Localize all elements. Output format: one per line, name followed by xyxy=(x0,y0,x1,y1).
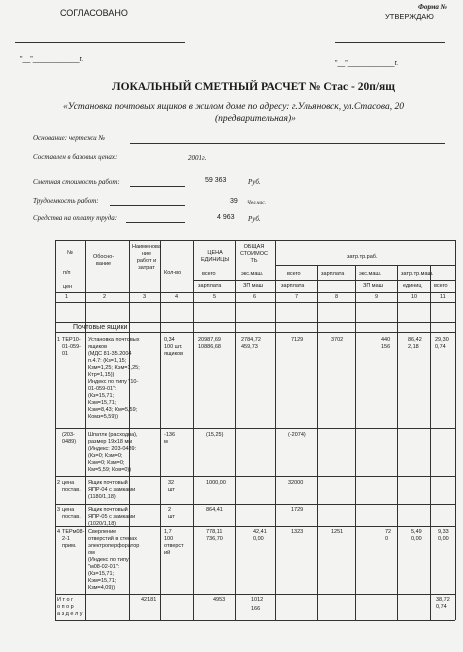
row-3-c7: 1729 xyxy=(291,507,304,513)
col-number-9: 9 xyxy=(375,294,379,300)
row-1-c11: 29,30 0,74 xyxy=(435,337,449,350)
col-divider-9 xyxy=(397,265,398,620)
row-2-name: Ящик почтовый ЯПР-04 с замками (1180/1,18) xyxy=(88,480,136,500)
row-line-3 xyxy=(55,504,455,505)
cost-label: Сметная стоимость работ: xyxy=(33,178,120,186)
wage-value: 4 963 xyxy=(217,214,235,221)
row-2-code: цена постав. xyxy=(62,480,81,493)
row-1-c10: 86,42 2,18 xyxy=(408,337,422,350)
row-4-c10: 5,49 0,00 xyxy=(411,529,422,542)
col-number-2: 2 xyxy=(103,294,107,300)
approved-label: УТВЕРЖДАЮ xyxy=(385,12,434,21)
row-1b-price: (15,25) xyxy=(206,432,224,438)
col-number-4: 4 xyxy=(175,294,179,300)
col-divider-1 xyxy=(85,240,86,620)
labor-unit: Чел.час. xyxy=(247,200,267,206)
row-1-c8: 3702 xyxy=(331,337,344,343)
section-title: Почтовые ящики xyxy=(73,324,128,331)
row-line-2 xyxy=(55,476,455,477)
totals-v2: 4953 xyxy=(213,597,226,603)
col-divider-6 xyxy=(275,240,276,620)
header-pp: п/п xyxy=(63,270,71,276)
header-zatr-mash: затр.тр.маш. xyxy=(401,271,434,277)
labor-line xyxy=(110,205,185,206)
header-wage-3: зарплата xyxy=(281,283,305,289)
col-number-7: 7 xyxy=(295,294,299,300)
row-4-qty: 1,7 100 отверст ий xyxy=(164,529,184,556)
row-3-name: Ящик почтовый ЯПР-05 с замками (1020/1,18) xyxy=(88,507,136,527)
header-wage-1: зарплата xyxy=(198,283,222,289)
row-2-c7: 32000 xyxy=(288,480,304,486)
date-left: "__"____________г. xyxy=(20,56,84,63)
row-1-price: 20987,69 10886,68 xyxy=(198,337,221,350)
col-divider-5 xyxy=(235,240,236,620)
totals-v5: 38,72 0,74 xyxy=(436,597,450,610)
row-1-total: 2784,72 459,73 xyxy=(241,337,261,350)
header-cen: цен xyxy=(63,284,73,290)
estimate-table xyxy=(55,240,455,630)
row-1b-code: (203- 0489) xyxy=(62,432,77,445)
header-zatr: затр.тр.раб. xyxy=(347,254,378,260)
row-4-c8: 1251 xyxy=(331,529,344,535)
row-2-number: 2 xyxy=(57,480,61,486)
totals-v1: 42181 xyxy=(141,597,157,603)
row-3-price: 864,41 xyxy=(206,507,223,513)
row-4-c7: 1323 xyxy=(291,529,304,535)
row-4-c9: 72 0 xyxy=(385,529,392,542)
signature-line-left xyxy=(15,42,185,43)
col-divider-10 xyxy=(430,265,431,620)
table-border-top xyxy=(55,240,455,241)
row-2-price: 1000,00 xyxy=(206,480,226,486)
table-border-left xyxy=(55,240,56,620)
signature-line-right xyxy=(335,42,445,43)
wage-label: Средства на оплату труда: xyxy=(33,214,118,222)
prices-label: Составлен в базовых ценах: xyxy=(33,153,118,161)
col-number-5: 5 xyxy=(213,294,217,300)
table-border-bottom xyxy=(55,620,455,621)
header-code: Обосно- вание xyxy=(93,254,115,267)
row-2-qty: 32 шт xyxy=(168,480,175,493)
labor-value: 39 xyxy=(230,198,238,205)
col-divider-3 xyxy=(160,240,161,620)
col-number-6: 6 xyxy=(253,294,257,300)
prices-value: 2001г. xyxy=(188,154,207,162)
table-border-right xyxy=(455,240,456,620)
basis-label: Основание: чертежи № xyxy=(33,134,105,142)
row-1b-c7: (-2074) xyxy=(288,432,306,438)
row-4-code: ТЕРм08- 2-1 прим. xyxy=(62,529,85,549)
row-1-number: 1 xyxy=(57,337,61,343)
header-name: Наименова ние работ и затрат xyxy=(132,244,161,271)
section-line-bottom xyxy=(55,332,455,333)
row-4-name: Сверление отверстий в стенах электроперфоратор ом (Индекс по типу "м08-02-01": (Кз=15,71; Кэм=15,71; Кзм=4,09)) xyxy=(88,529,140,591)
header-all-3: всего xyxy=(434,283,448,289)
totals-v4: 166 xyxy=(251,606,261,612)
col-divider-4 xyxy=(193,240,194,620)
col-number-8: 8 xyxy=(335,294,339,300)
cost-value: 59 363 xyxy=(205,177,227,184)
col-divider-7 xyxy=(317,265,318,620)
header-price: ЦЕНА ЕДИНИЦЫ xyxy=(201,250,230,263)
header-qty: Кол-во xyxy=(164,270,182,276)
col-divider-8 xyxy=(355,265,356,620)
row-1-code: ТЕР10- 01-059- 01 xyxy=(62,337,81,357)
agreed-label: СОГЛАСОВАНО xyxy=(60,8,128,18)
header-unit: единиц xyxy=(403,283,422,289)
row-1-c7: 7129 xyxy=(291,337,304,343)
col-number-3: 3 xyxy=(143,294,147,300)
row-1b-name: Шпатлк (расходна), размер 19х18 мм (Индекс: 203-0489: (Кз=0; Кэм=0; Кэм=0; Кзм=0; Км=5,59; Ков=0)) xyxy=(88,432,138,473)
row-4-price: 778,11 736,70 xyxy=(206,529,223,542)
col-number-1: 1 xyxy=(65,294,69,300)
row-4-number: 4 xyxy=(57,529,61,535)
totals-v3: 1012 xyxy=(251,597,264,603)
header-line-2 xyxy=(193,280,455,281)
col-number-10: 10 xyxy=(411,294,418,300)
header-zp-mash-2: ЗП маш xyxy=(363,283,384,289)
header-zp-mash: ЗП маш xyxy=(243,283,264,289)
date-right: "__"____________г. xyxy=(335,60,399,67)
cost-line xyxy=(130,186,185,187)
row-3-number: 3 xyxy=(57,507,61,513)
labor-label: Трудоемкость работ: xyxy=(33,197,99,205)
header-sub-line xyxy=(275,265,455,266)
header-line-3 xyxy=(55,292,455,293)
col-number-11: 11 xyxy=(440,294,446,300)
document-subtitle-2: (предварительная)» xyxy=(215,114,296,124)
header-eksmash-2: экс.маш. xyxy=(359,271,382,277)
header-wage-2: зарплата xyxy=(321,271,345,277)
wage-unit: Руб. xyxy=(248,215,261,223)
row-1-qty: 0,34 100 шт. ящиков xyxy=(164,337,184,357)
row-1-c9: 440 156 xyxy=(381,337,391,350)
row-line-1 xyxy=(55,428,455,429)
totals-label: И т о г о п о р а з д е л у xyxy=(57,597,83,617)
basis-line xyxy=(130,143,445,144)
row-line-5 xyxy=(55,594,455,595)
row-4-c11: 9,33 0,00 xyxy=(438,529,449,542)
row-3-qty: 2 шт xyxy=(168,507,175,520)
document-subtitle-1: «Установка почтовых ящиков в жилом доме по адресу: г.Ульяновск, ул.Стасова, 20 xyxy=(63,102,404,112)
header-all-2: всего xyxy=(287,271,301,277)
document-title: ЛОКАЛЬНЫЙ СМЕТНЫЙ РАСЧЕТ № Стас - 20п/ящ xyxy=(112,81,395,93)
cost-unit: Руб. xyxy=(248,178,261,186)
header-all-1: всего xyxy=(202,271,216,277)
form-label: Форма № xyxy=(418,3,448,11)
col-number-line xyxy=(55,302,455,303)
row-4-total: 42,41 0,00 xyxy=(253,529,267,542)
header-no: № xyxy=(67,250,73,256)
row-3-code: цена постав. xyxy=(62,507,81,520)
header-total: ОБЩАЯ СТОИМОС ТЬ xyxy=(240,244,268,264)
wage-line xyxy=(126,222,185,223)
row-1b-qty: -136 м xyxy=(164,432,176,445)
row-1-name: Установка почтовых ящиков (МДС 81-35.2004 п.4.7: (Кз=1,15; Кзм=1,25; Кэм=1,25; Ктр=1,15)) Индекс по типу "10- 01-059-01": (Кз=15,71; Кэм=15,71; Кэм=8,43; Км=5,59; Комз=5,59)) xyxy=(88,337,140,420)
header-eksmash-1: экс.маш. xyxy=(241,271,264,277)
